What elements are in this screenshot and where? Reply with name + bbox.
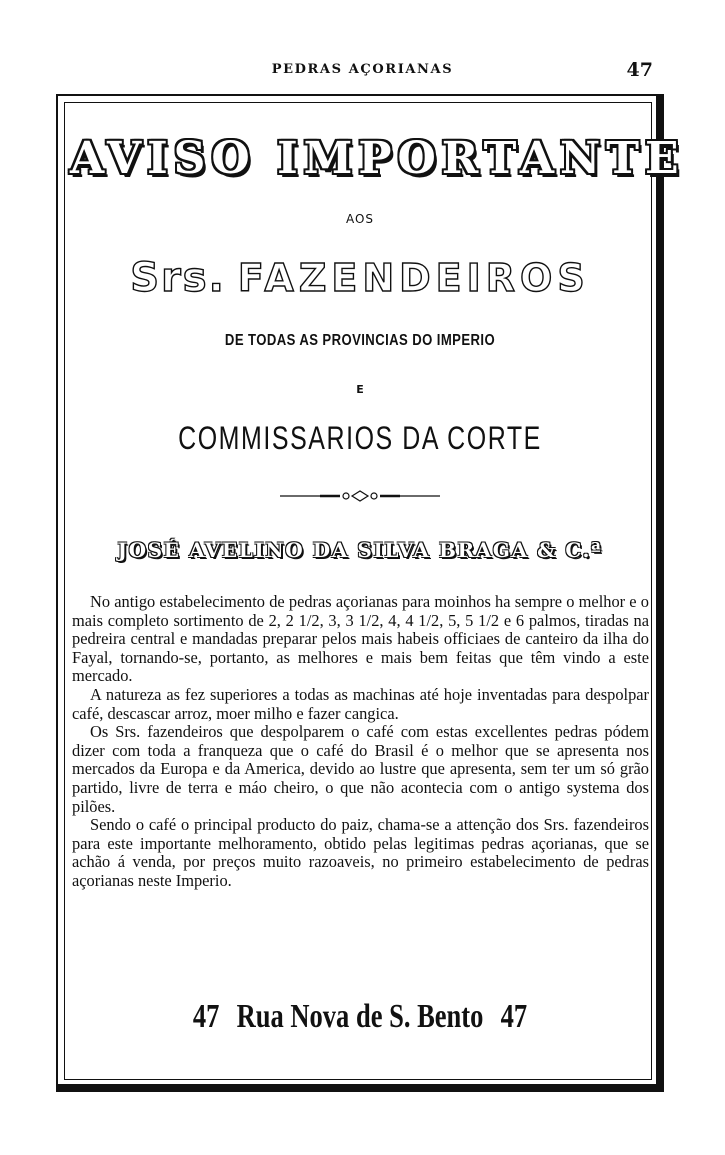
headline: AVISO IMPORTANTE bbox=[70, 133, 685, 184]
paragraph: Sendo o café o principal producto do paiz, chama-se a attenção dos Srs. fazendeiros para este importante melhoramento, obtido pelas legitimas pedras açorianas, que se achão á venda, por preços muito razoaveis, no primeiro estabelecimento de pedras açorianas neste Imperio. bbox=[72, 815, 649, 890]
srs-label: Srs. bbox=[130, 255, 226, 301]
provincias-line: DE TODAS AS PROVINCIAS DO IMPERIO bbox=[224, 332, 496, 349]
advert-body bbox=[72, 593, 649, 891]
addressee-line bbox=[70, 250, 650, 314]
address-number-right: 47 bbox=[500, 998, 528, 1035]
aos-label: AOS bbox=[345, 212, 375, 226]
running-title: PEDRAS AÇORIANAS bbox=[271, 62, 454, 77]
ornament-divider-icon bbox=[280, 488, 440, 504]
paragraph: A natureza as fez superiores a todas as machinas até hoje inventadas para despolpar café, descascar arroz, moer milho e fazer cangica. bbox=[72, 684, 649, 723]
firm-name: JOSÉ AVELINO DA SILVA BRAGA & C.ª bbox=[117, 538, 603, 562]
paragraph: No antigo estabelecimento de pedras açorianas para moinhos ha sempre o melhor e o mais completo sortimento de 2, 2 1/2, 3, 3 1/2, 4, 4 1/2, 5, 5 1/2 e 6 palmos, tiradas na pedreira central e mandadas preparar pelos mais habeis officiaes de canteiro da ilha do Fayal, tornando-se, portanto, as melhores e mais bem feitas que têm vindo a este mercado. bbox=[72, 592, 649, 686]
address-street: Rua Nova de S. Bento bbox=[236, 998, 484, 1035]
advert-inner-border bbox=[64, 102, 685, 1080]
fazendeiros-title: FAZENDEIROS bbox=[237, 256, 590, 300]
address-number-left: 47 bbox=[192, 998, 220, 1035]
page-header bbox=[0, 59, 725, 86]
page-number: 47 bbox=[626, 59, 653, 81]
commissarios-line: COMMISSARIOS DA CORTE bbox=[178, 420, 542, 456]
paragraph: Os Srs. fazendeiros que despolparem o café com estas excellentes pedras pódem dizer com toda a franqueza que o café do Brasil é o melhor que se apresenta nos mercados da Europa e da America, devido ao lustre que apresenta, sem ter um só grão partido, livre de terra e máo cheiro, o que não acontecia com o antigo systema dos pilões. bbox=[72, 722, 649, 816]
conjunction-e: E bbox=[356, 383, 364, 396]
address-line bbox=[134, 998, 586, 1036]
